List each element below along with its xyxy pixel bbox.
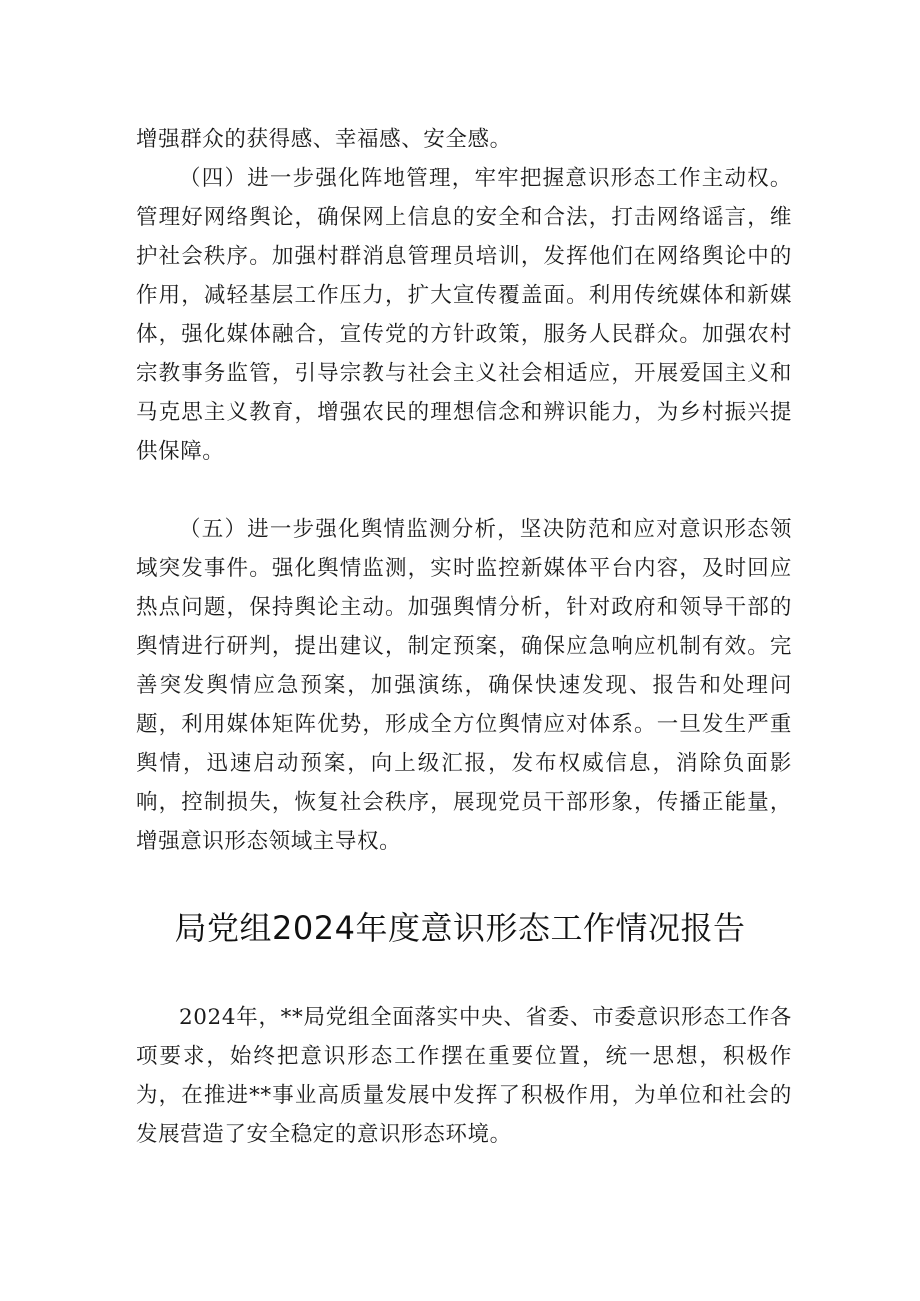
paragraph-section-five: （五）进一步强化舆情监测分析，坚决防范和应对意识形态领域突发事件。强化舆情监测，实时监控新媒体平台内容，及时回应热点问题，保持舆论主动。加强舆情分析，针对政府和领导干部的舆情进行研判，提出建议，制定预案，确保应急响应机制有效。完善突发舆情应急预案，加强演练，确保快速发现、报告和处理问题，利用媒体矩阵优势，形成全方位舆情应对体系。一旦发生严重舆情，迅速启动预案，向上级汇报，发布权威信息，消除负面影响，控制损失，恢复社会秩序，展现党员干部形象，传播正能量，增强意识形态领域主导权。	[136, 517, 792, 854]
paragraph-continuation: 增强群众的获得感、幸福感、安全感。	[136, 127, 512, 152]
report-title: 局党组2024年度意识形态工作情况报告	[174, 909, 746, 947]
paragraph-section-four: （四）进一步强化阵地管理，牢牢把握意识形态工作主动权。管理好网络舆论，确保网上信息的安全和合法，打击网络谣言，维护社会秩序。加强村群消息管理员培训，发挥他们在网络舆论中的作用，减轻基层工作压力，扩大宣传覆盖面。利用传统媒体和新媒体，强化媒体融合，宣传党的方针政策，服务人民群众。加强农村宗教事务监管，引导宗教与社会主义社会相适应，开展爱国主义和马克思主义教育，增强农民的理想信念和辨识能力，为乡村振兴提供保障。	[136, 166, 792, 464]
paragraph-intro: 2024年，**局党组全面落实中央、省委、市委意识形态工作各项要求，始终把意识形态工作摆在重要位置，统一思想，积极作为，在推进**事业高质量发展中发挥了积极作用，为单位和社会的发展营造了安全稳定的意识形态环境。	[136, 1005, 792, 1147]
